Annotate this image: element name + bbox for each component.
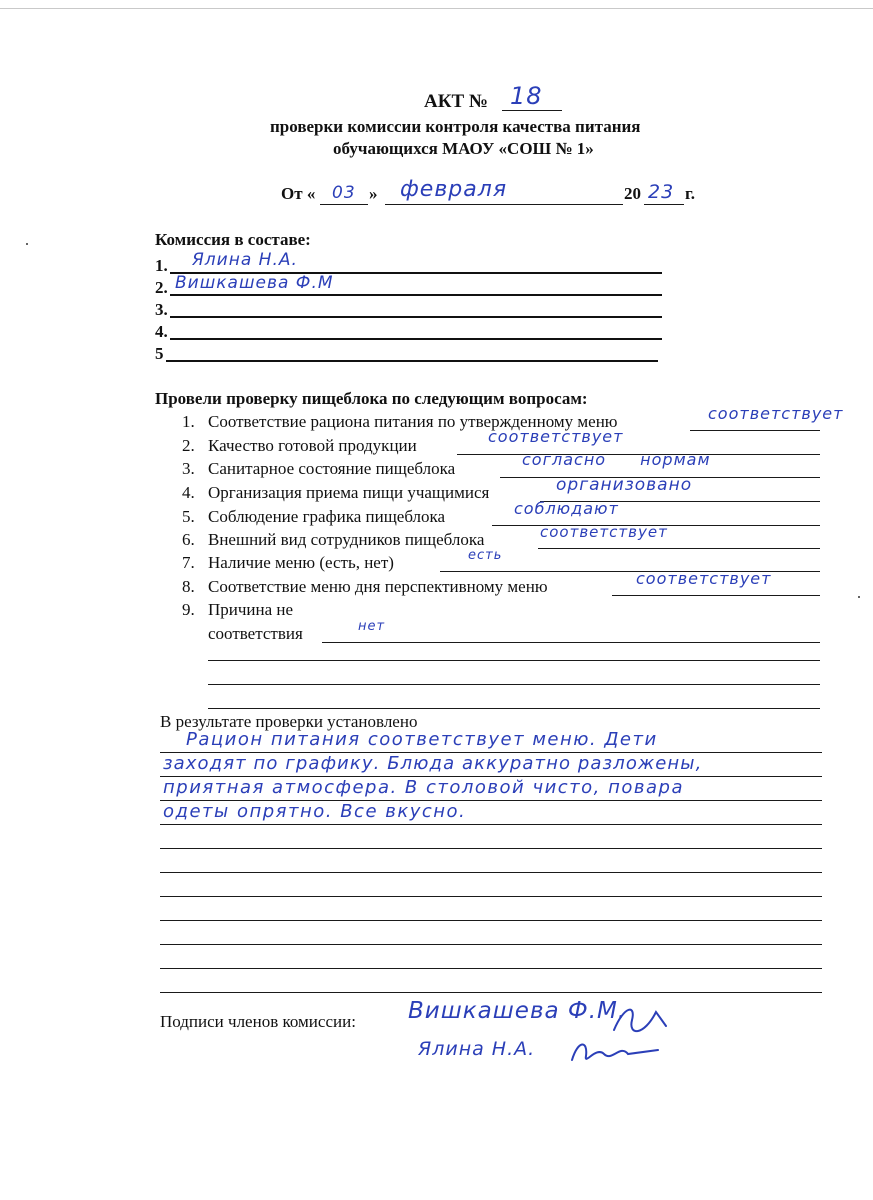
date-day-underline [320, 204, 368, 205]
inspection-item-number: 5. [182, 507, 195, 526]
inspection-item-answer: соответствует [488, 427, 624, 446]
member-line [170, 294, 662, 296]
inspection-item-label: Наличие меню (есть, нет) [208, 553, 394, 572]
inspection-item-label: Качество готовой продукции [208, 436, 417, 455]
date-day: 03 [332, 183, 356, 203]
date-year-suffix: 23 [648, 181, 675, 203]
date-year-end: г. [685, 184, 696, 203]
member-number: 3. [155, 300, 168, 319]
result-line [160, 872, 822, 873]
scan-speck [858, 596, 860, 598]
inspection-item-line [538, 548, 820, 549]
inspection-item-label: Соответствие рациона питания по утвержденному меню [208, 412, 618, 431]
date-year-underline [644, 204, 684, 205]
signature-member-1: Ялина Н.А. [418, 1038, 536, 1060]
member-line [170, 338, 662, 340]
commission-title: Комиссия в составе: [155, 230, 311, 249]
act-number-underline [502, 110, 562, 111]
result-text-line: Рацион питания соответствует меню. Дети [186, 729, 658, 750]
inspection-item-answer: согласно нормам [522, 450, 711, 469]
inspection-item-answer: организовано [556, 475, 693, 495]
blank-line [208, 708, 820, 709]
member-line [166, 360, 658, 362]
date-close-quote: » [369, 184, 378, 203]
act-number: 18 [510, 82, 543, 110]
inspection-item-number: 9. [182, 600, 195, 619]
result-line [160, 992, 822, 993]
inspection-item-line [322, 642, 820, 643]
member-number: 1. [155, 256, 168, 275]
result-text-line: одеты опрятно. Все вкусно. [163, 801, 467, 822]
date-year-prefix: 20 [624, 184, 641, 203]
inspection-item-number: 7. [182, 553, 195, 572]
inspection-item-answer: нет [358, 619, 386, 634]
result-text-line: приятная атмосфера. В столовой чисто, повара [163, 777, 684, 798]
signature-member-2: Вишкашева Ф.М. [408, 998, 627, 1024]
result-title: В результате проверки установлено [160, 712, 418, 731]
inspection-item-answer: соответствует [540, 523, 668, 541]
inspection-item-label: Санитарное состояние пищеблока [208, 459, 456, 478]
scan-speck [26, 243, 28, 245]
date-month: февраля [400, 177, 508, 202]
result-line [160, 824, 822, 825]
result-line [160, 896, 822, 897]
inspection-item-label: Причина не [208, 600, 294, 619]
member-name: Ялина Н.А. [192, 250, 298, 270]
inspection-item-number: 4. [182, 483, 195, 502]
inspection-item-answer: есть [468, 548, 503, 563]
member-name: Вишкашева Ф.М [175, 273, 334, 293]
inspection-item-label-cont: соответствия [208, 624, 303, 643]
act-label: АКТ № [424, 91, 489, 112]
member-number: 4. [155, 322, 168, 341]
result-text-line: заходят по графику. Блюда аккуратно разложены, [163, 753, 703, 774]
inspection-item-line [690, 430, 820, 431]
inspection-item-answer: соответствует [708, 404, 844, 423]
signature-flourish-icon [568, 1036, 664, 1072]
inspection-item-label: Соответствие меню дня перспективному меню [208, 577, 548, 596]
scan-top-edge [0, 8, 873, 9]
inspection-item-number: 6. [182, 530, 195, 549]
member-number: 5 [155, 344, 164, 363]
date-month-underline [385, 204, 623, 205]
inspection-item-answer: соблюдают [514, 499, 619, 518]
inspection-item-label: Соблюдение графика пищеблока [208, 507, 446, 526]
inspection-item-number: 3. [182, 459, 195, 478]
result-line [160, 944, 822, 945]
result-line [160, 968, 822, 969]
inspection-item-label: Внешний вид сотрудников пищеблока [208, 530, 485, 549]
inspection-item-line [612, 595, 820, 596]
blank-line [208, 660, 820, 661]
inspection-item-number: 1. [182, 412, 195, 431]
signatures-title: Подписи членов комиссии: [160, 1012, 356, 1031]
inspection-item-number: 2. [182, 436, 195, 455]
result-line [160, 920, 822, 921]
signature-flourish-icon [610, 1000, 670, 1040]
result-line [160, 848, 822, 849]
inspection-item-answer: соответствует [636, 569, 772, 588]
date-from-label: От « [281, 184, 316, 203]
subtitle-line1: проверки комиссии контроля качества питания [270, 117, 641, 136]
member-number: 2. [155, 278, 168, 297]
inspection-title: Провели проверку пищеблока по следующим вопросам: [155, 389, 588, 408]
blank-line [208, 684, 820, 685]
member-line [170, 316, 662, 318]
subtitle-line2: обучающихся МАОУ «СОШ № 1» [333, 139, 594, 158]
inspection-item-number: 8. [182, 577, 195, 596]
inspection-item-label: Организация приема пищи учащимися [208, 483, 490, 502]
